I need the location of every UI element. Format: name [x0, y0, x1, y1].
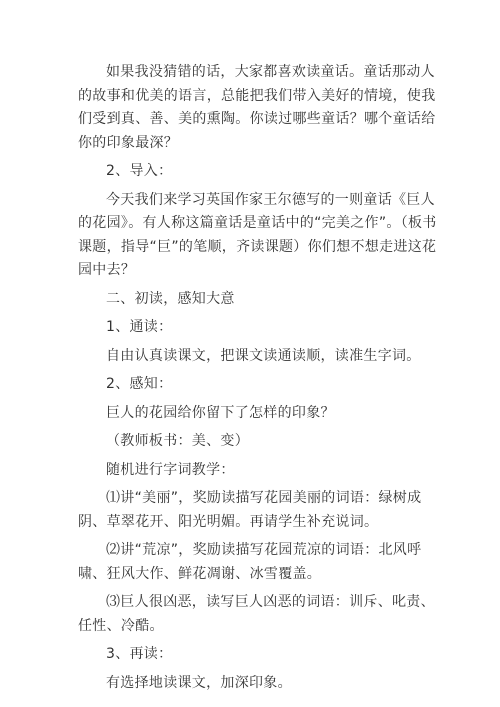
paragraph-question: 巨人的花园给你留下了怎样的印象？ — [106, 404, 335, 421]
paragraph-blackboard: （教师板书：美、变） — [106, 433, 249, 449]
document-body — [78, 61, 438, 700]
paragraph-import: 今天我们来学习英国作家王尔德写的一则童话《巨人的花园》。有人称这篇童话是童话中的“完美之作”。（板书课题，指导“巨”的笔顺，齐读课题）你们想不想走进这花园中去？ — [78, 191, 437, 278]
paragraph-desolate: ⑵讲“荒凉”，奖励读描写花园荒凉的词语：北风呼啸、狂风大作、鲜花凋谢、冰雪覆盖。 — [78, 542, 422, 582]
paragraph-read-through: 自由认真读课文，把课文读通读顺，读准生字词。 — [106, 347, 421, 364]
paragraph-fierce: ⑶巨人很凶恶，读写巨人凶恶的词语：训斥、叱责、任性、冷酷。 — [78, 594, 435, 634]
heading-read-through: 1、通读： — [106, 319, 173, 335]
paragraph-intro: 如果我没猜错的话，大家都喜欢读童话。童话那动人的故事和优美的语言，总能把我们带入美好的情境，使我们受到真、善、美的熏陶。你读过哪些童话？哪个童话给你的印象最深？ — [78, 64, 436, 151]
paragraph-vocab-intro: 随机进行字词教学： — [106, 461, 235, 478]
heading-import: 2、导入： — [106, 163, 173, 179]
heading-reread: 3、再读： — [106, 646, 173, 662]
heading-first-reading: 二、初读，感知大意 — [106, 290, 235, 307]
heading-perceive: 2、感知： — [106, 376, 173, 392]
paragraph-beautiful: ⑴讲“美丽”，奖励读描写花园美丽的词语：绿树成阴、草翠花开、阳光明媚。再请学生补充说词。 — [78, 490, 422, 530]
paragraph-reread: 有选择地读课文，加深印象。 — [106, 674, 292, 691]
